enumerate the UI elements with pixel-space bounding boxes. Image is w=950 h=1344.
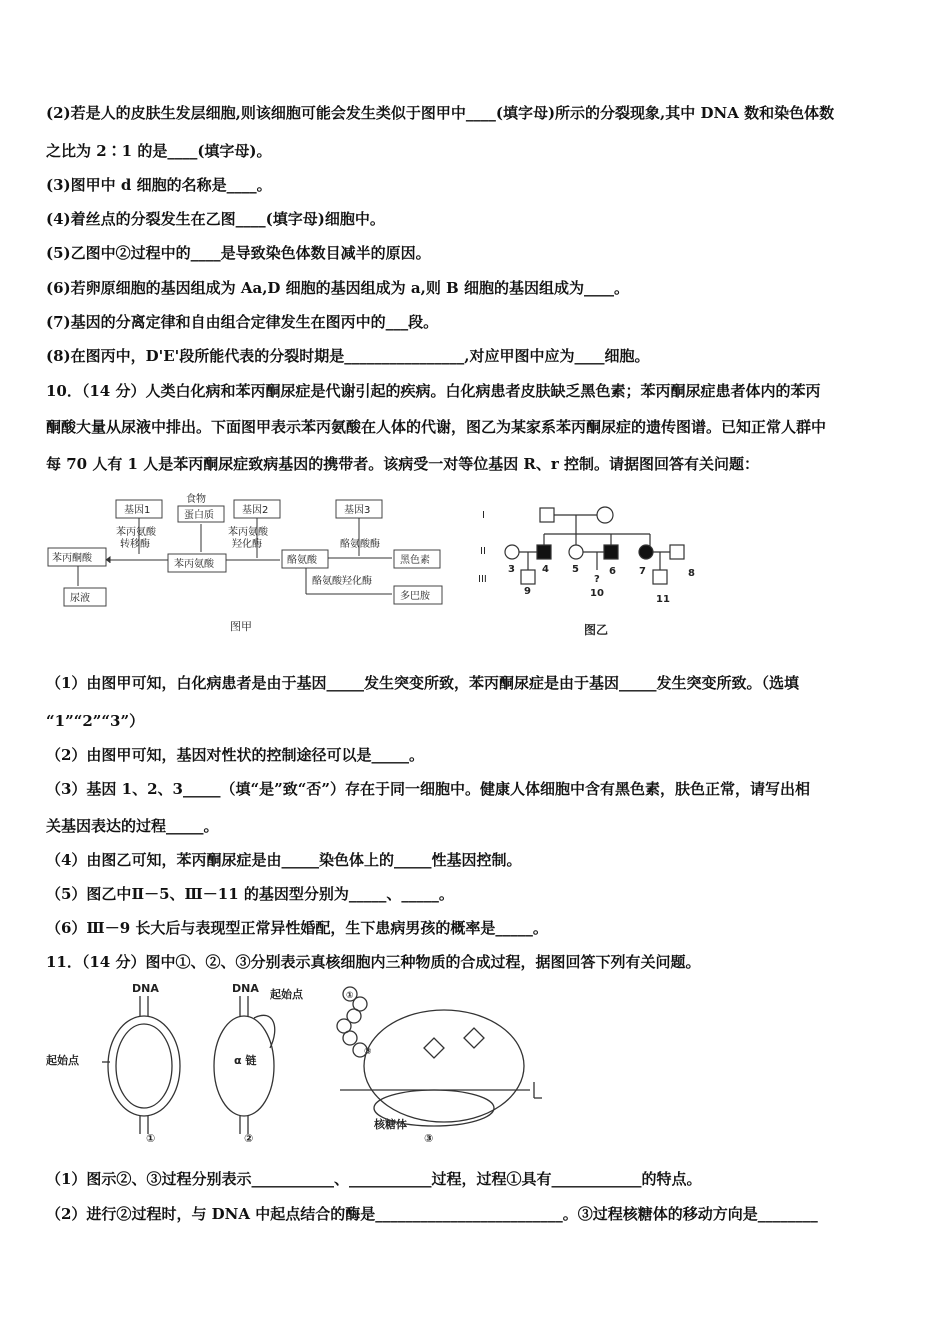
- fig-a-gene2: 基因2: [242, 505, 269, 516]
- fig-a-urine: 尿液: [70, 593, 90, 604]
- fig-c-ribosome: 核糖体: [374, 1118, 407, 1131]
- fig-c-dna2: DNA: [232, 982, 259, 995]
- fig-a-food: 食物: [186, 494, 206, 505]
- fig-a-gene1: 基因1: [124, 505, 151, 516]
- q10-sub-6: （6）Ⅲ－9 长大后与表现型正常异性婚配，生下患病男孩的概率是_____。: [46, 919, 548, 937]
- q9-line-7: (7)基因的分离定律和自由组合定律发生在图丙中的___段。: [46, 313, 439, 331]
- fig-a-tyrosinase: 酪氨酸酶: [340, 539, 380, 550]
- q10-sub-2: （2）由图甲可知，基因对性状的控制途径可以是_____。: [46, 746, 424, 764]
- pedigree-gen-3: III: [478, 574, 487, 585]
- q10-intro-3: 每 70 人有 1 人是苯丙酮尿症致病基因的携带者。该病受一对等位基因 R、r 控制。请据图回答有关问题：: [46, 455, 760, 473]
- q10-sub-1a: （1）由图甲可知，白化病患者是由于基因_____发生突变所致，苯丙酮尿症是由于基因_____发生突变所致。（选填: [46, 674, 799, 692]
- fig-a-gene3: 基因3: [344, 505, 371, 516]
- q11-intro: 11．（14 分）图中①、②、③分别表示真核细胞内三种物质的合成过程，据图回答下列有关问题。: [46, 953, 701, 971]
- fig-a-transaminase2: 转移酶: [120, 539, 150, 550]
- pedigree-n7: 7: [639, 566, 646, 577]
- fig-a-hydroxylase: 苯丙氨酸: [228, 527, 268, 538]
- fig-c-label3: ③: [424, 1132, 434, 1145]
- fig-a-caption: 图甲: [230, 620, 252, 633]
- q9-line-2b: 之比为 2∶1 的是____(填字母)。: [46, 142, 272, 160]
- fig-b-caption: 图乙: [584, 623, 609, 637]
- q10-intro-1: 10．（14 分）人类白化病和苯丙酮尿症是代谢引起的疾病。白化病患者皮肤缺乏黑色素；苯丙酮尿症患者体内的苯丙: [46, 382, 821, 400]
- fig-a-dopamine: 多巴胺: [400, 591, 430, 602]
- pedigree-n9: 9: [524, 586, 531, 597]
- figure-synthesis-processes: [44, 978, 544, 1146]
- pedigree-n8: 8: [688, 568, 695, 579]
- pedigree-n4: 4: [542, 564, 549, 575]
- q10-sub-4: （4）由图乙可知，苯丙酮尿症是由_____染色体上的_____性基因控制。: [46, 851, 522, 869]
- fig-c-label2: ②: [244, 1132, 254, 1145]
- pedigree-n5: 5: [572, 564, 579, 575]
- fig-c-origin1: 起始点: [46, 1054, 79, 1067]
- q9-line-5: (5)乙图中②过程中的____是导致染色体数目减半的原因。: [46, 244, 431, 262]
- q10-sub-5: （5）图乙中Ⅱ－5、Ⅲ－11 的基因型分别为_____、_____。: [46, 885, 454, 903]
- pedigree-gen-2: II: [480, 546, 486, 557]
- fig-a-transaminase: 苯丙氨酸: [116, 527, 156, 538]
- pedigree-n10: 10: [590, 588, 604, 599]
- q10-sub-3b: 关基因表达的过程_____。: [46, 817, 219, 835]
- fig-c-origin2: 起始点: [270, 988, 303, 1001]
- pedigree-n3: 3: [508, 564, 515, 575]
- fig-a-tyr: 酪氨酸: [287, 555, 317, 566]
- q9-line-2a: (2)若是人的皮肤生发层细胞,则该细胞可能会发生类似于图甲中____(填字母)所示的分裂现象,其中 DNA 数和染色体数: [46, 104, 835, 122]
- q9-line-6: (6)若卵原细胞的基因组成为 Aa,D 细胞的基因组成为 a,则 B 细胞的基因组成为____。: [46, 279, 629, 297]
- q10-sub-3a: （3）基因 1、2、3_____（填“是”致“否”）存在于同一细胞中。健康人体细胞中含有黑色素，肤色正常，请写出相: [46, 780, 810, 798]
- fig-c-dna1: DNA: [132, 982, 159, 995]
- fig-a-hydroxylase2: 羟化酶: [232, 539, 262, 550]
- q11-sub-2: （2）进行②过程时，与 DNA 中起点结合的酶是_________________________。③过程核糖体的移动方向是________: [46, 1205, 818, 1223]
- fig-a-tyr-hydroxylase: 酪氨酸羟化酶: [312, 576, 372, 587]
- pedigree-q: ?: [594, 574, 600, 585]
- figure-metabolism-pathway: [44, 488, 464, 638]
- q10-intro-2: 酮酸大量从尿液中排出。下面图甲表示苯丙氨酸在人体的代谢，图乙为某家系苯丙酮尿症的遗传图谱。已知正常人群中: [46, 418, 827, 436]
- q9-line-3: (3)图甲中 d 细胞的名称是____。: [46, 176, 272, 194]
- fig-a-protein: 蛋白质: [184, 510, 214, 521]
- fig-c-label1: ①: [146, 1132, 156, 1145]
- q11-sub-1: （1）图示②、③过程分别表示___________、___________过程，过程①具有____________的特点。: [46, 1170, 702, 1188]
- fig-c-bead8: ⑧: [364, 1047, 372, 1057]
- fig-a-phe: 苯丙氨酸: [174, 559, 214, 570]
- q9-line-4: (4)着丝点的分裂发生在乙图____(填字母)细胞中。: [46, 210, 385, 228]
- pedigree-gen-1: I: [482, 510, 485, 521]
- figure-pedigree: [474, 490, 704, 640]
- pedigree-n11: 11: [656, 594, 670, 605]
- q10-sub-1b: “1”“2”“3”）: [46, 712, 145, 730]
- fig-a-ketone: 苯丙酮酸: [52, 553, 92, 564]
- fig-a-melanin: 黑色素: [400, 555, 430, 566]
- pedigree-n6: 6: [609, 566, 616, 577]
- fig-c-alpha: α 链: [234, 1054, 257, 1067]
- q9-line-8: (8)在图丙中，D'E'段所能代表的分裂时期是________________,对应甲图中应为____细胞。: [46, 347, 650, 365]
- fig-c-bead1: ①: [346, 991, 354, 1001]
